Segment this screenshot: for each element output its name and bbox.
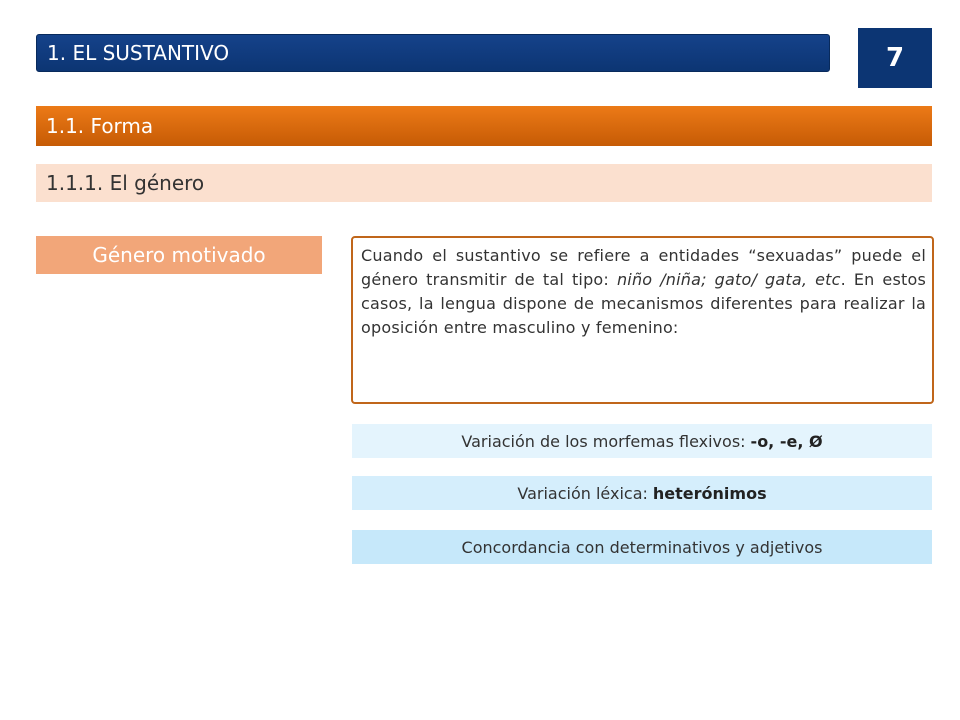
mechanism-text: Variación léxica: <box>517 483 648 503</box>
subsection-title: 1.1.1. El género <box>46 171 205 195</box>
section-title: 1.1. Forma <box>46 114 154 138</box>
section-title-bar <box>36 106 932 146</box>
mechanism-text: Concordancia con determinativos y adjetivos <box>461 537 823 557</box>
mechanism-lexical <box>352 476 932 510</box>
description-text-1: Cuando el sustantivo se refiere a entidades “sexuadas” puede el género transmitir de tal tipo: <box>361 246 926 289</box>
mechanism-agreement <box>352 530 932 564</box>
description-examples: niño /niña; gato/ gata, etc <box>616 270 841 289</box>
subsection-title-bar <box>36 164 932 202</box>
mechanism-inflectional <box>352 424 932 458</box>
page-number: 7 <box>858 28 932 88</box>
description-text-2: . En estos casos, la lengua dispone de mecanismos diferentes para realizar la oposición entre masculino y femenino: <box>361 270 927 337</box>
topic-label: Género motivado <box>36 236 322 274</box>
mechanism-emphasis: heterónimos <box>652 483 767 503</box>
topic-description <box>351 236 934 404</box>
mechanism-text: Variación de los morfemas flexivos: <box>461 431 746 451</box>
chapter-title-bar <box>36 34 830 72</box>
mechanism-emphasis: -o, -e, Ø <box>750 431 823 451</box>
chapter-title: 1. EL SUSTANTIVO <box>47 41 230 65</box>
